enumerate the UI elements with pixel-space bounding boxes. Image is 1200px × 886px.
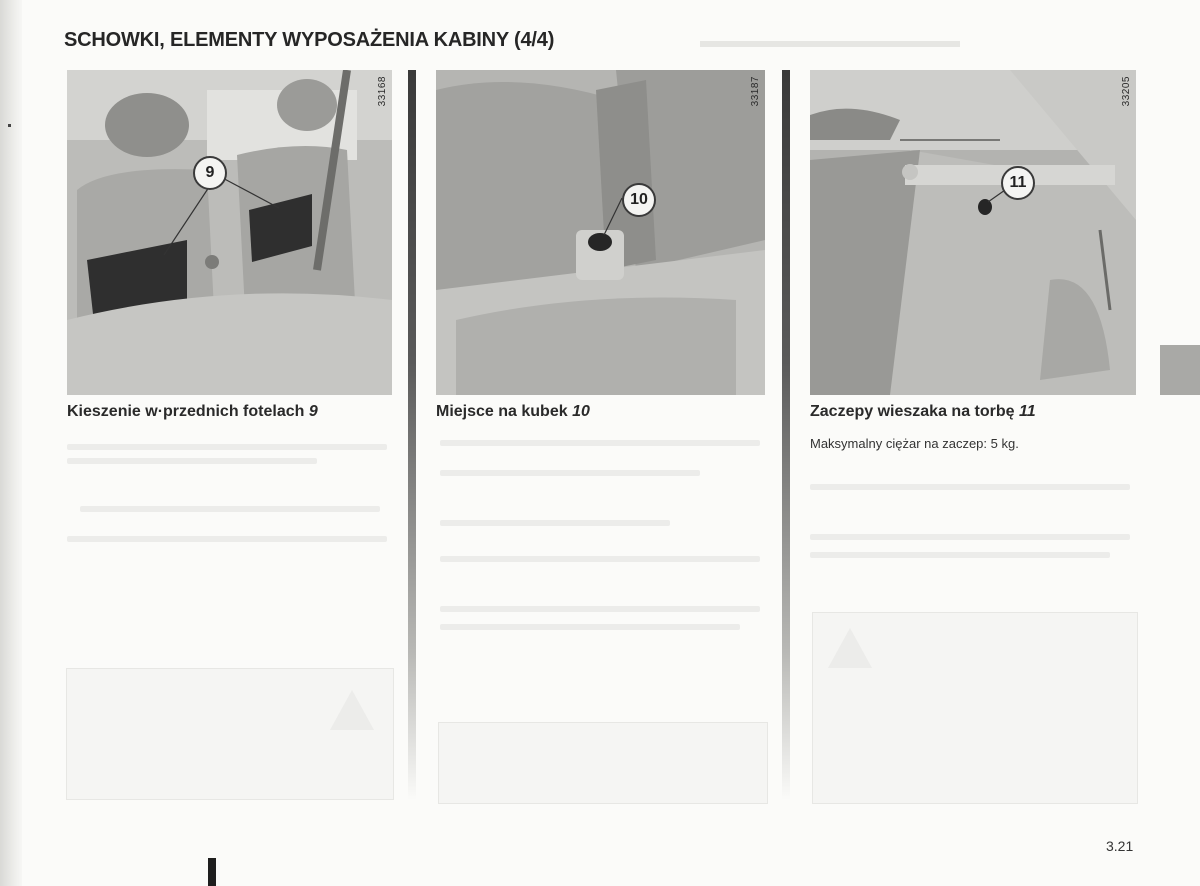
bleed-through-warning-box [66,668,394,800]
bleed-through-line [80,506,380,512]
caption-number: 11 [1018,403,1036,420]
photo-bag-hooks [810,70,1136,395]
column-divider-2 [782,70,790,800]
callout-10: 10 [622,183,656,217]
seat-pockets-illustration [67,70,392,395]
bleed-through-line [440,440,760,446]
photo-code: 33205 [1121,76,1132,107]
caption-text: Zaczepy wieszaka na torbę [810,403,1019,420]
bleed-through-line [67,444,387,450]
photo-seat-pockets [67,70,392,395]
caption-text: Miejsce na kubek [436,403,573,420]
page-number: 3.21 [1106,838,1134,854]
caption-seat-pockets [67,403,318,421]
page-title: SCHOWKI, ELEMENTY WYPOSAŻENIA KABINY (4/4) [64,29,555,51]
callout-11: 11 [1001,166,1035,200]
bleed-through-heading: ▬▬▬▬▬▬▬▬▬▬▬▬▬ [700,30,960,52]
chapter-tab [1160,345,1200,395]
page-gutter [0,0,22,886]
callout-9: 9 [193,156,227,190]
bleed-through-box [438,722,768,804]
caption-bag-hooks [810,403,1036,421]
max-load-note: Maksymalny ciężar na zaczep: 5 kg. [810,436,1019,451]
caption-text: Kieszenie w·przednich fotelach [67,403,309,420]
bleed-through-line [810,552,1110,558]
caption-number: 10 [572,403,590,420]
bleed-through-line [440,470,700,476]
bleed-through-line [440,520,670,526]
margin-mark [8,124,11,127]
bleed-through-line [440,624,740,630]
binding-mark [208,858,216,886]
photo-cup-holder [436,70,765,395]
photo-code: 33168 [377,76,388,107]
bleed-through-line [810,484,1130,490]
caption-cup-holder [436,403,590,421]
bleed-through-line [440,606,760,612]
bleed-through-line [440,556,760,562]
photo-code: 33187 [750,76,761,107]
bleed-through-warning-icon [330,690,374,730]
bleed-through-line [67,458,317,464]
bag-hooks-illustration [810,70,1136,395]
column-divider-1 [408,70,416,800]
bleed-through-warning-icon [828,628,872,668]
caption-number: 9 [308,403,318,420]
bleed-through-line [67,536,387,542]
cup-holder-illustration [436,70,765,395]
bleed-through-line [810,534,1130,540]
